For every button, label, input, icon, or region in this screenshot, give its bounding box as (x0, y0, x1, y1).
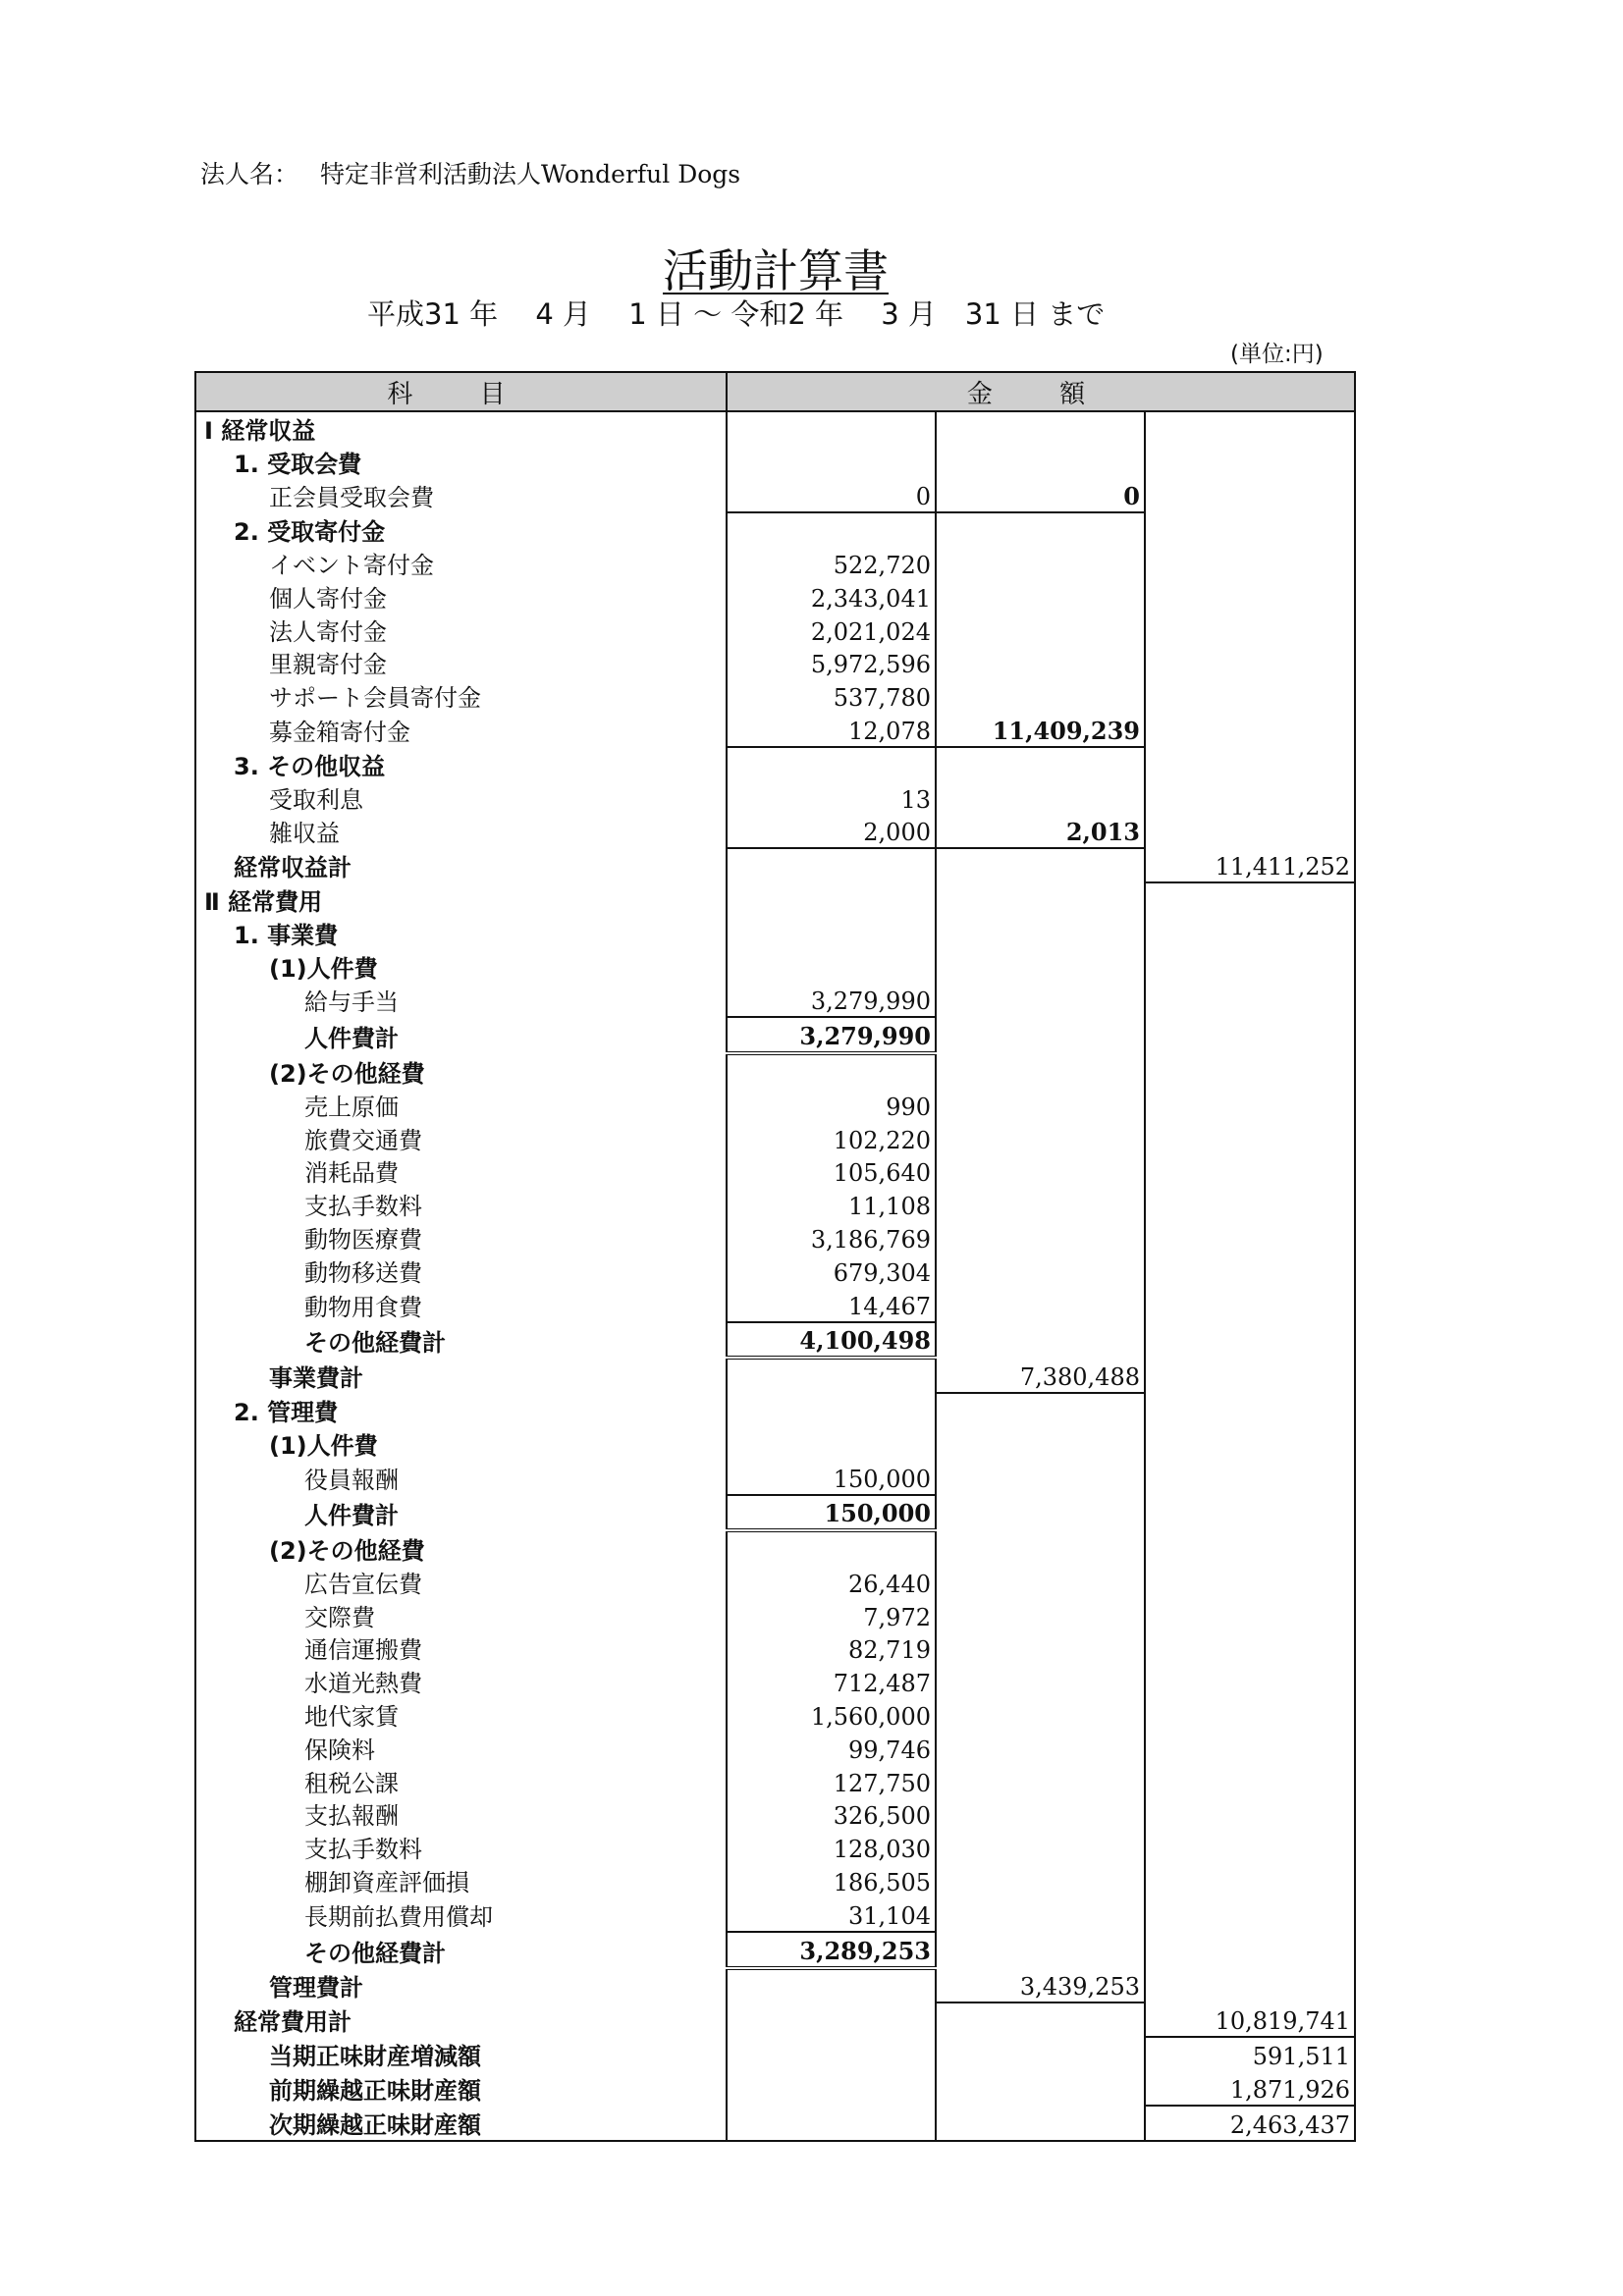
amount-col-3 (1145, 1393, 1355, 1427)
fiscal-period: 平成31 年 4 月 1 日 ～ 令和2 年 3 月 31 日 まで (367, 297, 1106, 331)
statement-row (195, 1732, 1355, 1765)
account-label: 役員報酬 (195, 1461, 727, 1495)
amount-col-2 (936, 512, 1145, 547)
account-label: 事業費計 (195, 1358, 727, 1393)
amount-col-2 (936, 2071, 1145, 2106)
account-label: 正会員受取会費 (195, 479, 727, 513)
amount-col-2 (936, 1322, 1145, 1359)
account-label: 当期正味財産増減額 (195, 2037, 727, 2071)
amount-col-3: 2,463,437 (1145, 2106, 1355, 2141)
amount-col-1: 186,505 (727, 1864, 936, 1897)
amount-col-2 (936, 1155, 1145, 1189)
amount-col-3 (1145, 1461, 1355, 1495)
amount-col-2 (936, 580, 1145, 614)
account-label: 売上原価 (195, 1089, 727, 1122)
amount-col-1: 102,220 (727, 1122, 936, 1155)
amount-col-2 (936, 848, 1145, 882)
amount-col-1 (727, 1393, 936, 1427)
amount-col-1: 82,719 (727, 1632, 936, 1666)
amount-col-1: 13 (727, 781, 936, 815)
amount-col-2 (936, 446, 1145, 479)
statement-row (195, 1089, 1355, 1122)
amount-col-1: 150,000 (727, 1495, 936, 1531)
account-label: 動物用食費 (195, 1288, 727, 1322)
amount-col-2 (936, 1393, 1145, 1427)
amount-col-2 (936, 1221, 1145, 1255)
amount-col-3 (1145, 747, 1355, 781)
amount-col-2 (936, 1632, 1145, 1666)
amount-col-1: 150,000 (727, 1461, 936, 1495)
amount-col-2 (936, 1897, 1145, 1932)
amount-col-3 (1145, 1322, 1355, 1359)
statement-row (195, 917, 1355, 950)
amount-col-3 (1145, 917, 1355, 950)
corporation-line (200, 155, 762, 190)
amount-col-3 (1145, 411, 1355, 446)
currency-unit: (単位:円) (1230, 342, 1324, 367)
account-label: 人件費計 (195, 1017, 727, 1053)
amount-col-2 (936, 1122, 1145, 1155)
amount-col-1 (727, 882, 936, 917)
account-label: その他経費計 (195, 1322, 727, 1359)
statement-row (195, 1632, 1355, 1666)
statement-row (195, 1599, 1355, 1632)
amount-col-1: 522,720 (727, 547, 936, 580)
account-label: (1)人件費 (195, 1427, 727, 1461)
amount-col-3 (1145, 1698, 1355, 1732)
amount-col-2 (936, 1089, 1145, 1122)
account-label: 保険料 (195, 1732, 727, 1765)
amount-col-3 (1145, 1188, 1355, 1221)
document-title: 活動計算書 (663, 244, 889, 297)
amount-col-1: 12,078 (727, 713, 936, 747)
amount-col-2 (936, 2002, 1145, 2037)
account-label: (2)その他経費 (195, 1530, 727, 1566)
amount-col-2 (936, 917, 1145, 950)
amount-col-2 (936, 547, 1145, 580)
statement-row (195, 1221, 1355, 1255)
amount-col-3 (1145, 713, 1355, 747)
account-label: 前期繰越正味財産額 (195, 2071, 727, 2106)
amount-col-2 (936, 882, 1145, 917)
amount-col-3 (1145, 512, 1355, 547)
statement-row (195, 1932, 1355, 1968)
amount-col-1: 712,487 (727, 1665, 936, 1698)
amount-col-3 (1145, 1155, 1355, 1189)
statement-row (195, 1530, 1355, 1566)
amount-col-1: 128,030 (727, 1831, 936, 1864)
amount-col-2 (936, 1864, 1145, 1897)
amount-col-3 (1145, 1427, 1355, 1461)
statement-row (195, 1566, 1355, 1599)
statement-row (195, 1255, 1355, 1288)
statement-row (195, 479, 1355, 513)
amount-col-2 (936, 1932, 1145, 1968)
amount-col-1 (727, 512, 936, 547)
amount-col-3 (1145, 679, 1355, 713)
amount-col-2 (936, 1288, 1145, 1322)
amount-col-3 (1145, 781, 1355, 815)
amount-col-3 (1145, 1358, 1355, 1393)
amount-col-2: 2,013 (936, 815, 1145, 849)
amount-col-1: 99,746 (727, 1732, 936, 1765)
account-label: 支払報酬 (195, 1798, 727, 1832)
account-label: 受取利息 (195, 781, 727, 815)
statement-row (195, 1495, 1355, 1531)
statement-row (195, 647, 1355, 680)
account-label: 1. 事業費 (195, 917, 727, 950)
amount-col-3 (1145, 1017, 1355, 1053)
account-label: 法人寄付金 (195, 614, 727, 647)
statement-row (195, 1798, 1355, 1832)
amount-header: 金 額 (727, 372, 1355, 411)
amount-col-1 (727, 1427, 936, 1461)
statement-row (195, 1322, 1355, 1359)
amount-col-2 (936, 411, 1145, 446)
amount-col-1 (727, 917, 936, 950)
amount-col-1: 3,279,990 (727, 984, 936, 1018)
amount-col-2 (936, 647, 1145, 680)
account-label: サポート会員寄付金 (195, 679, 727, 713)
amount-col-3 (1145, 1495, 1355, 1531)
amount-col-3 (1145, 984, 1355, 1018)
amount-col-1: 2,000 (727, 815, 936, 849)
account-label: 2. 管理費 (195, 1393, 727, 1427)
account-label: 里親寄付金 (195, 647, 727, 680)
amount-col-1: 11,108 (727, 1188, 936, 1221)
amount-col-2 (936, 950, 1145, 984)
amount-col-3 (1145, 1599, 1355, 1632)
amount-col-2 (936, 1765, 1145, 1798)
amount-col-3 (1145, 479, 1355, 513)
statement-row (195, 2002, 1355, 2037)
amount-col-1: 1,560,000 (727, 1698, 936, 1732)
amount-col-2: 11,409,239 (936, 713, 1145, 747)
amount-col-2 (936, 1053, 1145, 1089)
amount-col-1 (727, 1530, 936, 1566)
amount-col-1: 26,440 (727, 1566, 936, 1599)
statement-body (195, 411, 1355, 2141)
account-label: 雑収益 (195, 815, 727, 849)
statement-row (195, 1968, 1355, 2003)
account-label: 人件費計 (195, 1495, 727, 1531)
statement-row (195, 1122, 1355, 1155)
amount-col-2 (936, 1461, 1145, 1495)
corp-label: 法人名： (200, 160, 299, 188)
statement-row (195, 512, 1355, 547)
amount-col-2 (936, 1017, 1145, 1053)
amount-col-2 (936, 1732, 1145, 1765)
statement-row (195, 679, 1355, 713)
amount-col-1: 3,289,253 (727, 1932, 936, 1968)
amount-col-3 (1145, 1864, 1355, 1897)
account-label: 旅費交通費 (195, 1122, 727, 1155)
amount-col-3: 1,871,926 (1145, 2071, 1355, 2106)
amount-col-3 (1145, 1968, 1355, 2003)
statement-row (195, 1393, 1355, 1427)
account-label: 次期繰越正味財産額 (195, 2106, 727, 2141)
account-label: イベント寄付金 (195, 547, 727, 580)
amount-col-3: 11,411,252 (1145, 848, 1355, 882)
amount-col-3 (1145, 614, 1355, 647)
amount-col-3 (1145, 882, 1355, 917)
amount-col-2 (936, 1188, 1145, 1221)
account-label: その他経費計 (195, 1932, 727, 1968)
account-label: 交際費 (195, 1599, 727, 1632)
corp-name: 特定非営利活動法人Wonderful Dogs (320, 160, 741, 188)
amount-col-1 (727, 446, 936, 479)
table-header-row (195, 372, 1355, 411)
account-label: 個人寄付金 (195, 580, 727, 614)
account-label: 水道光熱費 (195, 1665, 727, 1698)
amount-col-2 (936, 1495, 1145, 1531)
amount-col-3 (1145, 1221, 1355, 1255)
amount-col-3 (1145, 1255, 1355, 1288)
account-label: 長期前払費用償却 (195, 1897, 727, 1932)
amount-col-2 (936, 2106, 1145, 2141)
amount-col-1: 537,780 (727, 679, 936, 713)
amount-col-2 (936, 1530, 1145, 1566)
account-label: (1)人件費 (195, 950, 727, 984)
statement-row (195, 781, 1355, 815)
amount-col-1: 990 (727, 1089, 936, 1122)
amount-col-1: 3,279,990 (727, 1017, 936, 1053)
amount-col-2 (936, 2037, 1145, 2071)
amount-col-1: 4,100,498 (727, 1322, 936, 1359)
statement-row (195, 446, 1355, 479)
amount-col-1: 127,750 (727, 1765, 936, 1798)
account-label: 地代家賃 (195, 1698, 727, 1732)
statement-row (195, 1831, 1355, 1864)
statement-row (195, 1665, 1355, 1698)
amount-col-1 (727, 848, 936, 882)
amount-col-2 (936, 781, 1145, 815)
account-label: 給与手当 (195, 984, 727, 1018)
amount-col-2 (936, 747, 1145, 781)
statement-row (195, 1698, 1355, 1732)
amount-col-3: 10,819,741 (1145, 2002, 1355, 2037)
amount-col-2 (936, 1255, 1145, 1288)
statement-row (195, 1053, 1355, 1089)
account-label: (2)その他経費 (195, 1053, 727, 1089)
statement-row (195, 1427, 1355, 1461)
account-label: 通信運搬費 (195, 1632, 727, 1666)
amount-col-1 (727, 747, 936, 781)
amount-col-2 (936, 1599, 1145, 1632)
amount-col-3 (1145, 1765, 1355, 1798)
account-label: 管理費計 (195, 1968, 727, 2003)
amount-col-1: 2,021,024 (727, 614, 936, 647)
account-label: 租税公課 (195, 1765, 727, 1798)
amount-col-1 (727, 2106, 936, 2141)
amount-col-1 (727, 2002, 936, 2037)
amount-col-1: 105,640 (727, 1155, 936, 1189)
amount-col-3 (1145, 580, 1355, 614)
account-label: Ⅱ 経常費用 (195, 882, 727, 917)
amount-col-1 (727, 2037, 936, 2071)
statement-row (195, 848, 1355, 882)
amount-col-1: 3,186,769 (727, 1221, 936, 1255)
amount-col-2: 3,439,253 (936, 1968, 1145, 2003)
statement-row (195, 950, 1355, 984)
amount-col-3 (1145, 547, 1355, 580)
amount-col-3 (1145, 1665, 1355, 1698)
statement-row (195, 2106, 1355, 2141)
amount-col-2 (936, 1566, 1145, 1599)
amount-col-2: 0 (936, 479, 1145, 513)
account-label: 支払手数料 (195, 1831, 727, 1864)
statement-row (195, 984, 1355, 1018)
statement-row (195, 2071, 1355, 2106)
amount-col-1 (727, 950, 936, 984)
amount-col-1: 31,104 (727, 1897, 936, 1932)
statement-row (195, 882, 1355, 917)
amount-col-2 (936, 614, 1145, 647)
statement-row (195, 713, 1355, 747)
amount-col-2 (936, 1798, 1145, 1832)
amount-col-1: 14,467 (727, 1288, 936, 1322)
amount-col-3 (1145, 950, 1355, 984)
amount-col-2 (936, 1665, 1145, 1698)
amount-col-2 (936, 679, 1145, 713)
amount-col-1 (727, 1358, 936, 1393)
statement-row (195, 2037, 1355, 2071)
amount-col-1: 7,972 (727, 1599, 936, 1632)
account-label: 1. 受取会費 (195, 446, 727, 479)
statement-row (195, 411, 1355, 446)
amount-col-3 (1145, 446, 1355, 479)
amount-col-3 (1145, 1932, 1355, 1968)
account-label: 消耗品費 (195, 1155, 727, 1189)
statement-row (195, 1897, 1355, 1932)
account-label: 募金箱寄付金 (195, 713, 727, 747)
account-label: 2. 受取寄付金 (195, 512, 727, 547)
amount-col-2 (936, 1831, 1145, 1864)
amount-col-3 (1145, 1089, 1355, 1122)
statement-row (195, 614, 1355, 647)
statement-row (195, 547, 1355, 580)
amount-col-3 (1145, 815, 1355, 849)
activity-statement-table (194, 371, 1356, 2142)
amount-col-1 (727, 1053, 936, 1089)
statement-row (195, 1288, 1355, 1322)
amount-col-3 (1145, 1530, 1355, 1566)
amount-col-1: 0 (727, 479, 936, 513)
amount-col-3 (1145, 1732, 1355, 1765)
amount-col-1 (727, 2071, 936, 2106)
statement-row (195, 580, 1355, 614)
amount-col-3 (1145, 647, 1355, 680)
amount-col-1: 326,500 (727, 1798, 936, 1832)
account-label: 支払手数料 (195, 1188, 727, 1221)
account-label: 動物移送費 (195, 1255, 727, 1288)
amount-col-3 (1145, 1632, 1355, 1666)
account-label: 3. その他収益 (195, 747, 727, 781)
account-label: 経常収益計 (195, 848, 727, 882)
account-label: Ⅰ 経常収益 (195, 411, 727, 446)
statement-row (195, 815, 1355, 849)
statement-row (195, 1017, 1355, 1053)
subject-header: 科 目 (195, 372, 727, 411)
account-label: 経常費用計 (195, 2002, 727, 2037)
amount-col-2 (936, 984, 1145, 1018)
statement-row (195, 747, 1355, 781)
statement-row (195, 1765, 1355, 1798)
amount-col-3 (1145, 1897, 1355, 1932)
account-label: 動物医療費 (195, 1221, 727, 1255)
amount-col-1 (727, 411, 936, 446)
amount-col-3 (1145, 1798, 1355, 1832)
account-label: 棚卸資産評価損 (195, 1864, 727, 1897)
amount-col-3 (1145, 1053, 1355, 1089)
statement-row (195, 1188, 1355, 1221)
amount-col-1: 2,343,041 (727, 580, 936, 614)
amount-col-3 (1145, 1288, 1355, 1322)
amount-col-1 (727, 1968, 936, 2003)
amount-col-2 (936, 1698, 1145, 1732)
amount-col-3: 591,511 (1145, 2037, 1355, 2071)
amount-col-1: 5,972,596 (727, 647, 936, 680)
statement-row (195, 1155, 1355, 1189)
statement-row (195, 1864, 1355, 1897)
account-label: 広告宣伝費 (195, 1566, 727, 1599)
amount-col-2 (936, 1427, 1145, 1461)
amount-col-3 (1145, 1122, 1355, 1155)
amount-col-1: 679,304 (727, 1255, 936, 1288)
statement-row (195, 1461, 1355, 1495)
amount-col-3 (1145, 1566, 1355, 1599)
statement-row (195, 1358, 1355, 1393)
amount-col-3 (1145, 1831, 1355, 1864)
amount-col-2: 7,380,488 (936, 1358, 1145, 1393)
